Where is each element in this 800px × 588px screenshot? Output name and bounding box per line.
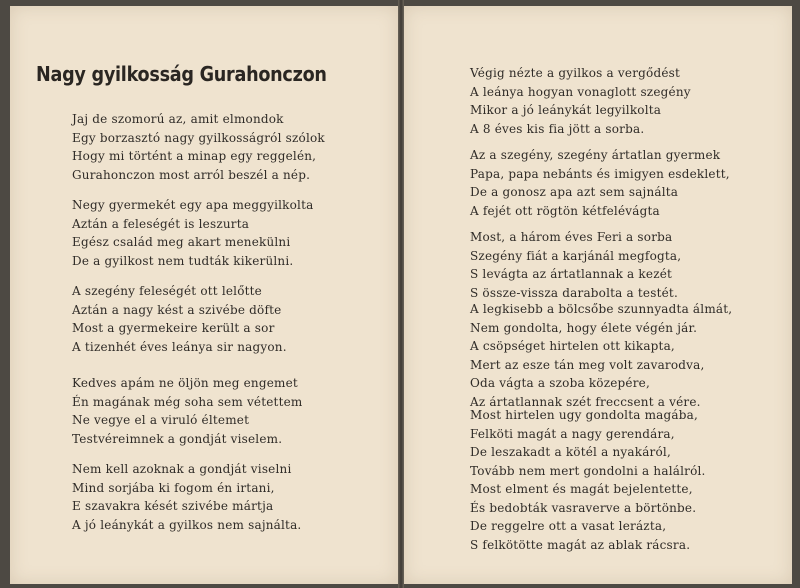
verse-line: Mikor a jó leánykát legyilkolta bbox=[470, 103, 662, 117]
verse-line: Nem gondolta, hogy élete végén jár. bbox=[470, 320, 698, 335]
verse-line: Az ártatlannak szét freccsent a vére. bbox=[470, 394, 701, 409]
stanza bbox=[72, 374, 302, 448]
stanza bbox=[470, 146, 730, 220]
verse-line: Aztán a nagy kést a szivébe döfte bbox=[72, 302, 282, 317]
verse-line: Ne vegye el a viruló éltemet bbox=[72, 413, 250, 427]
verse-line: De a gonosz apa azt sem sajnálta bbox=[470, 185, 679, 199]
verse-line: Tovább nem mert gondolni a halálról. bbox=[470, 463, 706, 478]
stanza bbox=[470, 228, 681, 302]
verse-line: Egész család meg akart menekülni bbox=[72, 235, 291, 249]
verse-line: A csöpséget hirtelen ott kikapta, bbox=[470, 339, 675, 353]
verse-line: S össze-vissza darabolta a testét. bbox=[470, 285, 678, 300]
verse-line: A szegény feleségét ott lelőtte bbox=[72, 284, 262, 298]
verse-line: Jaj de szomorú az, amit elmondok bbox=[72, 112, 284, 126]
verse-line: Aztán a feleségét is leszurta bbox=[72, 216, 250, 231]
verse-line: De reggelre ott a vasat lerázta, bbox=[470, 519, 667, 533]
verse-line: De a gyilkost nem tudták kikerülni. bbox=[72, 253, 294, 268]
stanza bbox=[72, 196, 313, 270]
verse-line: E szavakra kését szivébe mártja bbox=[72, 499, 274, 513]
verse-line: És bedobták vasraverve a börtönbe. bbox=[470, 500, 697, 515]
verse-line: Nem kell azoknak a gondját viselni bbox=[72, 462, 292, 476]
verse-line: Az a szegény, szegény ártatlan gyermek bbox=[470, 148, 721, 162]
stanza bbox=[72, 282, 287, 356]
verse-line: S felkötötte magát az ablak rácsra. bbox=[470, 537, 691, 552]
verse-line: De leszakadt a kötél a nyakáról, bbox=[470, 445, 671, 459]
verse-line: Testvéreimnek a gondját viselem. bbox=[72, 431, 283, 446]
stanza bbox=[72, 110, 325, 184]
verse-line: Most hirtelen ugy gondolta magába, bbox=[470, 408, 699, 422]
verse-line: Hogy mi történt a minap egy reggelén, bbox=[72, 149, 317, 163]
verse-line: Felköti magát a nagy gerendára, bbox=[470, 426, 675, 441]
stanza bbox=[470, 406, 706, 480]
verse-line: Egy borzasztó nagy gyilkosságról szólok bbox=[72, 130, 325, 145]
verse-line: Mert az esze tán meg volt zavarodva, bbox=[470, 357, 705, 372]
verse-line: A leánya hogyan vonaglott szegény bbox=[470, 84, 691, 99]
verse-line: Gurahonczon most arról beszél a nép. bbox=[72, 167, 311, 182]
right-page bbox=[404, 6, 792, 584]
verse-line: A 8 éves kis fia jött a sorba. bbox=[470, 121, 645, 136]
verse-line: A tizenhét éves leánya sir nagyon. bbox=[72, 339, 287, 354]
verse-line: A jó leánykát a gyilkos nem sajnálta. bbox=[72, 517, 302, 532]
verse-line: Végig nézte a gyilkos a vergődést bbox=[470, 66, 681, 80]
verse-line: Kedves apám ne öljön meg engemet bbox=[72, 376, 298, 390]
verse-line: Most elment és magát bejelentette, bbox=[470, 482, 693, 496]
stanza bbox=[470, 480, 696, 554]
verse-line: S levágta az ártatlannak a kezét bbox=[470, 267, 673, 281]
verse-line: Most, a három éves Feri a sorba bbox=[470, 230, 673, 244]
verse-line: A fejét ott rögtön kétfelévágta bbox=[470, 203, 660, 218]
verse-line: Szegény fiát a karjánál megfogta, bbox=[470, 248, 682, 263]
verse-line: A legkisebb a bölcsőbe szunnyadta álmát, bbox=[470, 302, 733, 316]
verse-line: Most a gyermekeire került a sor bbox=[72, 321, 275, 335]
poem-title: Nagy gyilkosság Gurahonczon bbox=[36, 62, 327, 86]
stanza bbox=[470, 300, 732, 411]
verse-line: Mind sorjába ki fogom én irtani, bbox=[72, 480, 275, 495]
stanza bbox=[72, 460, 301, 534]
left-page bbox=[10, 6, 398, 584]
verse-line: Papa, papa nebánts és imigyen esdeklett, bbox=[470, 166, 730, 181]
stanza bbox=[470, 64, 691, 138]
verse-line: Oda vágta a szoba közepére, bbox=[470, 376, 650, 390]
verse-line: Negy gyermekét egy apa meggyilkolta bbox=[72, 198, 314, 212]
verse-line: Én magának még soha sem vétettem bbox=[72, 394, 303, 409]
